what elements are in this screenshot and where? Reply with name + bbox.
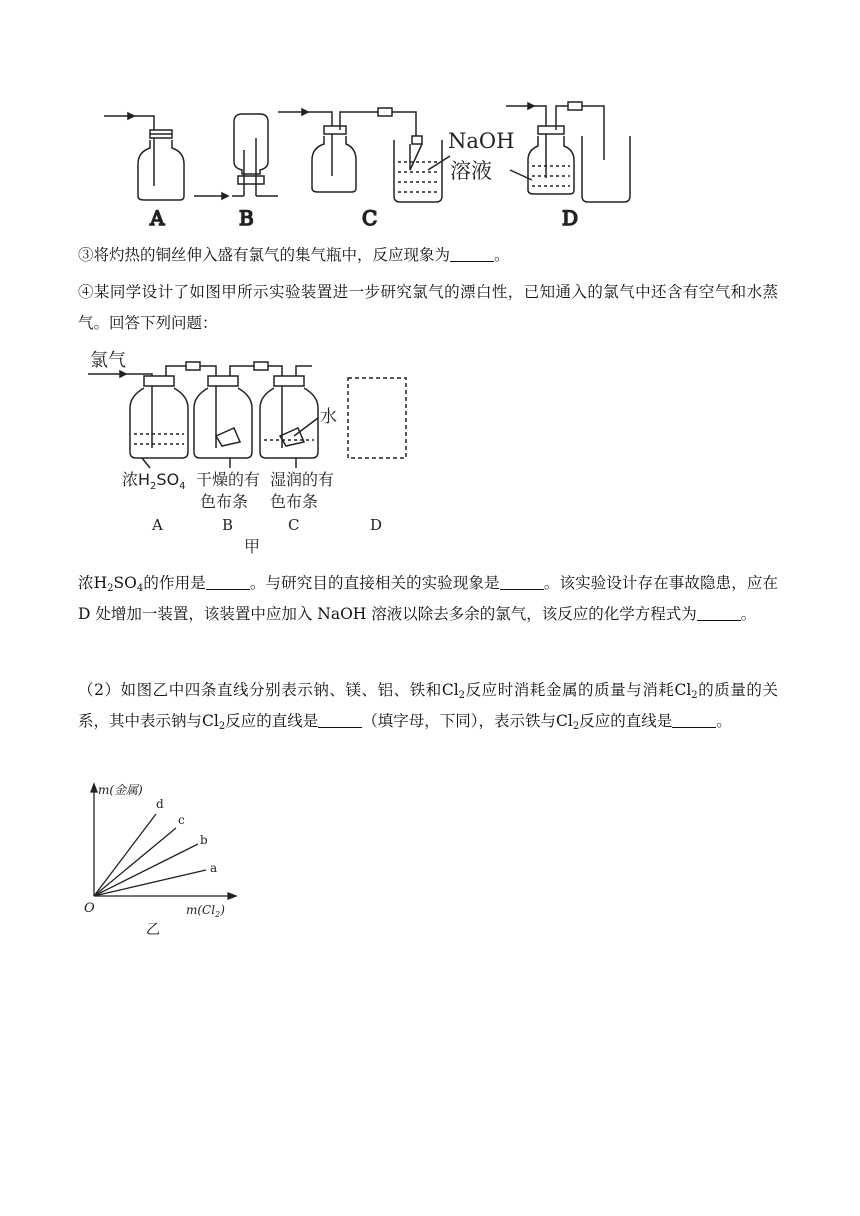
svg-text:A: A (152, 516, 163, 534)
label-a: A (150, 206, 165, 230)
answer-blank (697, 606, 741, 621)
water-label: 水 (320, 407, 337, 427)
apparatus-drawing (98, 100, 668, 235)
answer-blank (672, 713, 716, 728)
label-dry-cloth-2: 色布条 (200, 492, 249, 511)
naoh-solution-label: 溶液 (450, 159, 492, 183)
figure-yi (80, 778, 240, 938)
naoh-label: NaOH (448, 129, 515, 153)
answer-blank (318, 713, 362, 728)
chlorine-label: 氯气 (90, 350, 126, 371)
y-axis-label: m(金属) (98, 783, 143, 797)
label-dry-cloth: 干燥的有 (196, 470, 261, 489)
svg-text:B: B (222, 516, 234, 534)
figure-jia-caption: 甲 (244, 537, 261, 555)
line-b (94, 844, 198, 896)
line-c (94, 828, 176, 896)
line-b-label: b (200, 833, 208, 847)
label-wet-cloth-2: 色布条 (270, 492, 319, 511)
question-2: （2）如图乙中四条直线分别表示钠、镁、铝、铁和$Cl_2$反应时消耗金属的质量与消耗$Cl_2$的质量的关系，其中表示钠与$Cl_2$反应的直线是 （填字母，下同），表示铁与$Cl_2$反应的直线是 。 (78, 681, 778, 732)
label-b: B (239, 206, 254, 230)
apparatus-figure-abcd (98, 100, 668, 235)
label-conc-h2so4: 浓$H_2SO_4$ (122, 470, 186, 492)
figure-jia (82, 340, 422, 555)
figure-yi-caption: 乙 (146, 922, 160, 938)
svg-text:C: C (288, 516, 300, 534)
figure-jia-drawing (82, 340, 422, 555)
answer-blank (450, 247, 494, 262)
line-a-label: a (210, 861, 218, 875)
figure-yi-graph (80, 778, 240, 938)
svg-text:D: D (370, 516, 383, 534)
answer-blank (206, 575, 250, 590)
origin-label: O (84, 901, 95, 916)
line-c-label: c (178, 813, 185, 827)
question-3: ③将灼热的铜丝伸入盛有氯气的集气瓶中，反应现象为 。 (78, 246, 510, 264)
label-d: D (562, 206, 579, 230)
question-4: ④某同学设计了如图甲所示实验装置进一步研究氯气的漂白性，已知通入的氯气中还含有空气和水蒸气。回答下列问题： (78, 283, 778, 332)
line-d-label: d (156, 797, 164, 811)
x-axis-label: $m(Cl_2)$ (186, 903, 225, 919)
label-c: C (362, 206, 378, 230)
question-4-body: 浓$H_2SO_4$的作用是 。与研究目的直接相关的实验现象是 。该实验设计存在事故隐患，应在 D 处增加一装置，该装置中应加入 NaOH 溶液以除去多余的氯气，该反应的化学方程式为 。 (78, 574, 783, 623)
label-wet-cloth: 湿润的有 (270, 470, 335, 489)
answer-blank (500, 575, 544, 590)
